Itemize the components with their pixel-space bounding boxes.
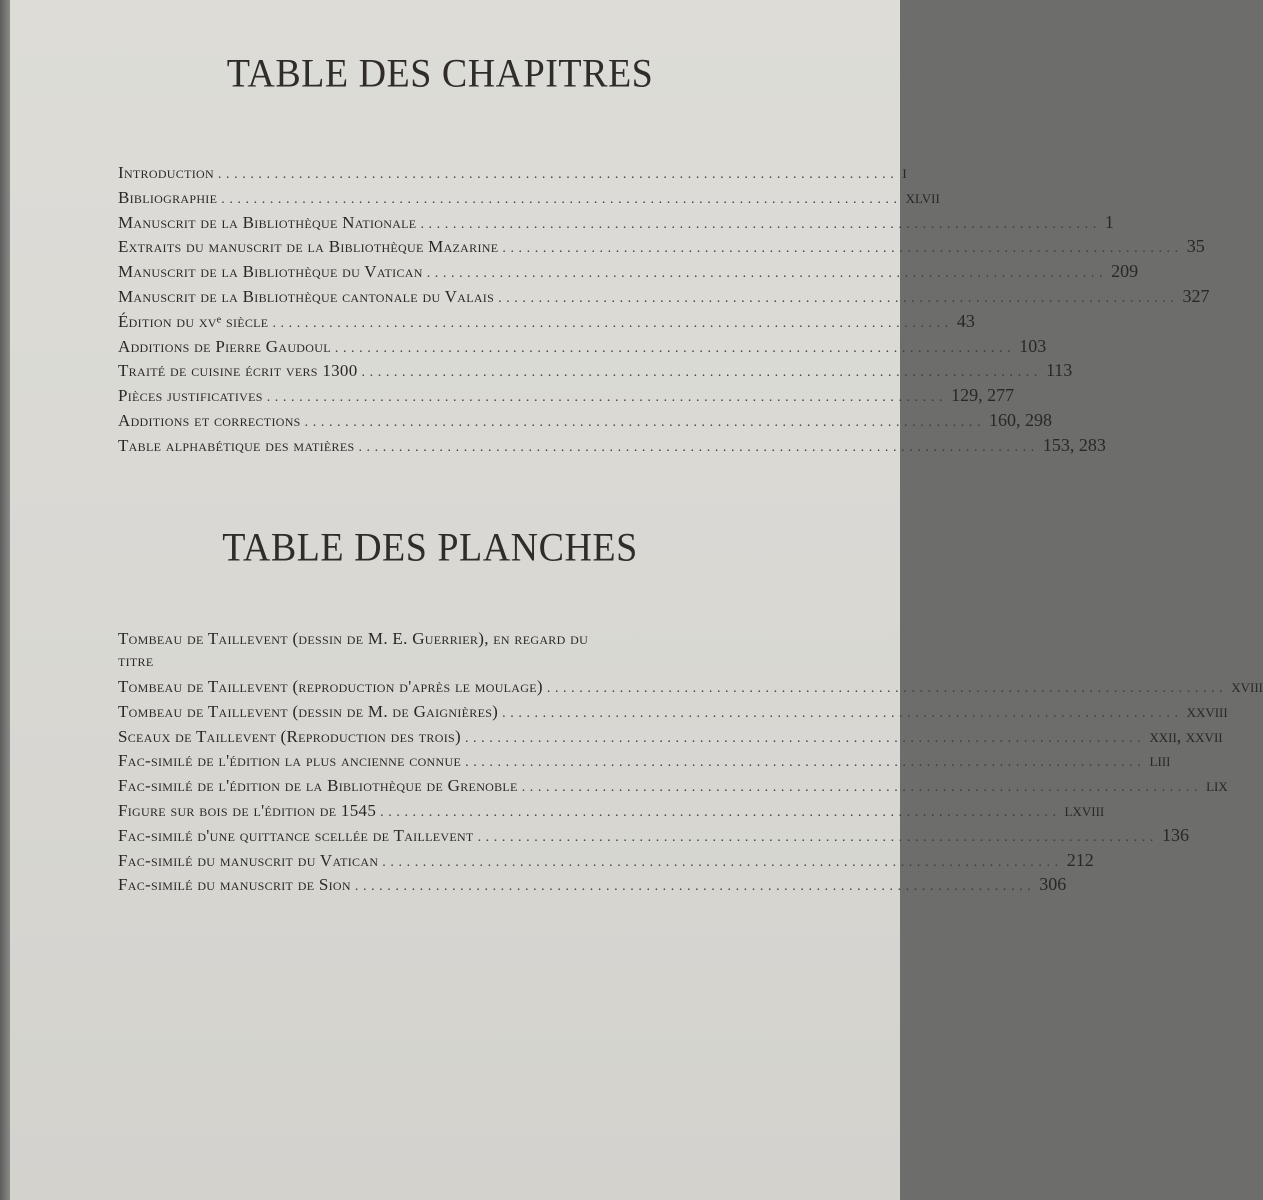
toc-row <box>118 700 1228 726</box>
toc-entry: Fac-similé du manuscrit de Sion <box>118 875 351 895</box>
toc-entry: Manuscrit de la Bibliothèque du Vatican <box>118 262 423 282</box>
leader-dots: .................................................................................... <box>334 340 1016 356</box>
toc-page: 103 <box>1019 335 1047 356</box>
toc-entry: Table alphabétique des matières <box>118 435 355 455</box>
toc-row <box>118 162 907 187</box>
leader-dots: .................................................................................... <box>304 414 986 430</box>
toc-page: lxviii <box>1064 799 1105 820</box>
leader-dots: .................................................................................... <box>498 290 1179 306</box>
toc-page: 113 <box>1045 360 1073 381</box>
toc-entry: Manuscrit de la Bibliothèque cantonale du Valais <box>118 286 495 306</box>
toc-page: 327 <box>1182 285 1210 306</box>
leader-dots: .................................................................................... <box>426 266 1108 282</box>
toc-entry: Fac-similé d'une quittance scellée de Taillevent <box>118 825 474 845</box>
toc-row <box>118 360 1073 385</box>
toc-entry: Fac-similé de l'édition la plus ancienne connue <box>118 751 462 771</box>
toc-page: xlvii <box>905 186 940 207</box>
toc-entry: Tombeau de Taillevent (dessin de M. E. Guerrier), en regard du titre <box>118 629 589 670</box>
toc-page: lix <box>1206 775 1228 796</box>
leader-dots: .................................................................................... <box>502 705 1183 721</box>
toc-page: 136 <box>1161 824 1189 845</box>
toc-entry: Fac-similé du manuscrit du Vatican <box>118 850 379 870</box>
toc-row <box>118 775 1228 800</box>
leader-dots: .................................................................................... <box>354 879 1036 895</box>
leader-dots: .................................................................................... <box>382 854 1063 870</box>
toc-entry: Bibliographie <box>118 187 218 207</box>
toc-page: 160, 298 <box>989 409 1053 430</box>
plates-heading: TABLE DES PLANCHES <box>222 525 638 571</box>
toc-page: 209 <box>1111 261 1139 282</box>
leader-dots: .................................................................................... <box>380 804 1061 820</box>
toc-entry: Fac-similé de l'édition de la Bibliothèque de Grenoble <box>118 776 518 796</box>
leader-dots: .................................................................................... <box>266 390 948 406</box>
binding-shadow <box>0 0 10 1200</box>
chapters-heading: TABLE DES CHAPITRES <box>226 51 654 97</box>
toc-page: 153, 283 <box>1042 434 1106 455</box>
toc-row <box>118 310 975 336</box>
leader-dots: .................................................................................... <box>358 439 1039 455</box>
toc-row <box>118 434 1106 460</box>
toc-page: xxii, xxvii <box>1149 725 1223 746</box>
toc-entry: Pièces justificatives <box>118 386 263 406</box>
toc-row <box>118 261 1139 286</box>
toc-page: 1 <box>1104 211 1114 232</box>
toc-page: xxviii <box>1186 700 1228 721</box>
toc-row <box>118 676 1263 701</box>
toc-row <box>118 849 1094 875</box>
toc-entry: Figure sur bois de l'édition de 1545 <box>118 800 377 820</box>
toc-page: 43 <box>956 310 975 331</box>
toc-row <box>118 335 1047 361</box>
book-page <box>10 0 1263 1200</box>
leader-dots: .................................................................................... <box>521 780 1203 796</box>
leader-dots: .................................................................................... <box>464 730 1146 746</box>
toc-entry: Traité de cuisine écrit vers 1300 <box>118 361 358 381</box>
toc-row <box>118 211 1114 237</box>
toc-row <box>118 186 940 212</box>
toc-page: 212 <box>1066 849 1094 870</box>
chapters-table <box>118 162 1210 460</box>
toc-entry: Additions et corrections <box>118 410 301 430</box>
leader-dots: .................................................................................... <box>546 681 1228 696</box>
toc-page: liii <box>1149 750 1171 771</box>
toc-entry: Édition du xvᵉ siècle <box>118 311 269 331</box>
leader-dots: .................................................................................... <box>361 365 1042 381</box>
leader-dots: .................................................................................... <box>217 167 899 182</box>
toc-row <box>118 285 1210 311</box>
leader-dots: .................................................................................... <box>221 191 902 207</box>
toc-entry: Additions de Pierre Gaudoul <box>118 336 331 356</box>
toc-entry: Introduction <box>118 163 214 182</box>
toc-page: 35 <box>1186 236 1205 257</box>
toc-entry: Sceaux de Taillevent (Reproduction des trois) <box>118 726 461 746</box>
toc-row <box>118 725 1223 751</box>
leader-dots: .................................................................................... <box>477 829 1158 845</box>
plates-table <box>118 628 1263 899</box>
toc-row <box>118 824 1189 850</box>
toc-row <box>118 750 1171 775</box>
toc-page: xviii <box>1231 676 1263 696</box>
leader-dots: .................................................................................... <box>420 216 1101 232</box>
leader-dots: .................................................................................... <box>272 315 953 331</box>
toc-row <box>118 409 1053 435</box>
toc-row <box>118 799 1105 825</box>
toc-entry: Tombeau de Taillevent (reproduction d'après le moulage) <box>118 677 543 696</box>
toc-entry: Extraits du manuscrit de la Bibliothèque Mazarine <box>118 237 499 257</box>
leader-dots: .................................................................................... <box>465 755 1146 771</box>
toc-row <box>118 385 1015 410</box>
toc-row <box>118 628 723 676</box>
toc-entry: Tombeau de Taillevent (dessin de M. de Gaignières) <box>118 701 499 721</box>
toc-page: 129, 277 <box>951 385 1015 406</box>
toc-page: i <box>902 162 907 182</box>
toc-page: 306 <box>1039 874 1067 895</box>
toc-row <box>118 874 1067 899</box>
leader-dots: .................................................................................... <box>502 241 1183 257</box>
toc-row <box>118 236 1205 261</box>
toc-entry: Manuscrit de la Bibliothèque Nationale <box>118 212 417 232</box>
